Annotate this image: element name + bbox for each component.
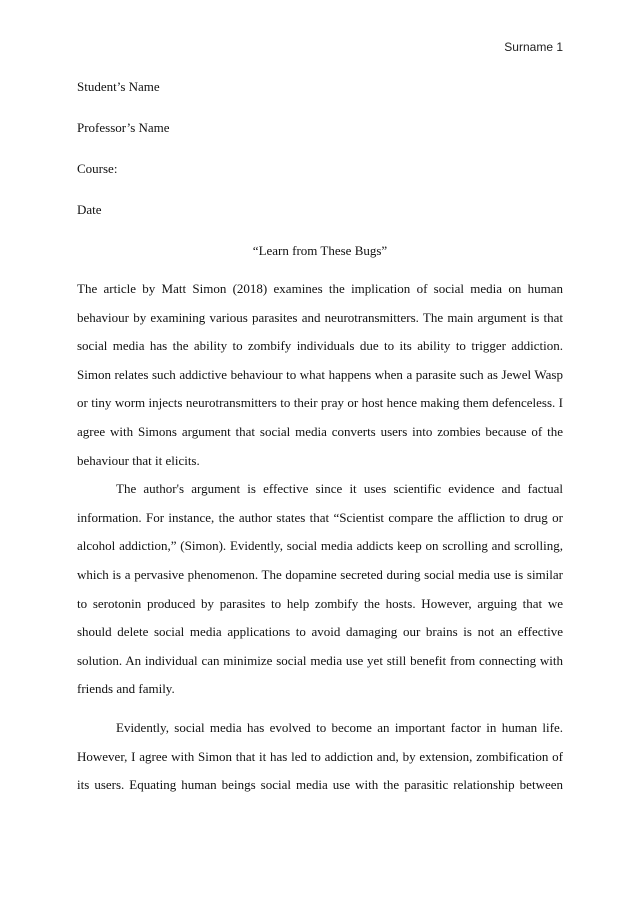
- course: Course:: [77, 161, 118, 176]
- student-name: Student’s Name: [77, 79, 160, 94]
- paragraph-2: [77, 475, 563, 704]
- paragraph-line: Evidently, social media has evolved to become an important factor in human life.: [116, 719, 563, 735]
- running-head: Surname 1: [504, 40, 563, 54]
- paragraph-line: information. For instance, the author states that “Scientist compare the affliction to drug or: [77, 509, 563, 525]
- paragraph-line: social media has the ability to zombify individuals due to its ability to trigger addiction.: [77, 338, 563, 354]
- paragraph-line: which is a pervasive phenomenon. The dopamine secreted during social media use is similar: [77, 566, 563, 582]
- paragraph-line: friends and family.: [77, 681, 175, 697]
- paragraph-line: The article by Matt Simon (2018) examines the implication of social media on human: [77, 281, 563, 296]
- paragraph-line: behaviour by examining various parasites and neurotransmitters. The main argument is that: [77, 309, 563, 325]
- paragraph-line: The author's argument is effective since it uses scientific evidence and factual: [116, 481, 563, 497]
- paragraph-line: or tiny worm injects neurotransmitters to their pray or host hence making them defenceless. I: [77, 395, 563, 411]
- paragraph-1: [77, 275, 563, 475]
- essay-title: “Learn from These Bugs”: [252, 243, 388, 258]
- paragraph-line: its users. Equating human beings social media use with the parasitic relationship between: [77, 777, 563, 793]
- paragraph-line: However, I agree with Simon that it has led to addiction and, by extension, zombification of: [77, 748, 563, 764]
- paragraph-line: Simon relates such addictive behaviour to what happens when a parasite such as Jewel Wasp: [77, 366, 563, 382]
- paragraph-spacer: [77, 704, 563, 714]
- paragraph-line: solution. An individual can minimize social media use yet still benefit from connecting with: [77, 652, 563, 668]
- paragraph-line: alcohol addiction,” (Simon). Evidently, social media addicts keep on scrolling and scrolling,: [77, 538, 563, 554]
- paragraph-line: to serotonin produced by parasites to help zombify the hosts. However, arguing that we: [77, 595, 563, 611]
- essay-body: [77, 73, 563, 800]
- date: Date: [77, 202, 102, 217]
- paragraph-line: agree with Simons argument that social media converts users into zombies because of the: [77, 423, 563, 439]
- professor-name: Professor’s Name: [77, 120, 170, 135]
- paragraph-line: behaviour that it elicits.: [77, 452, 200, 468]
- paragraph-3: [77, 714, 563, 800]
- paragraph-line: should delete social media applications to avoid damaging our brains is not an effective: [77, 624, 563, 640]
